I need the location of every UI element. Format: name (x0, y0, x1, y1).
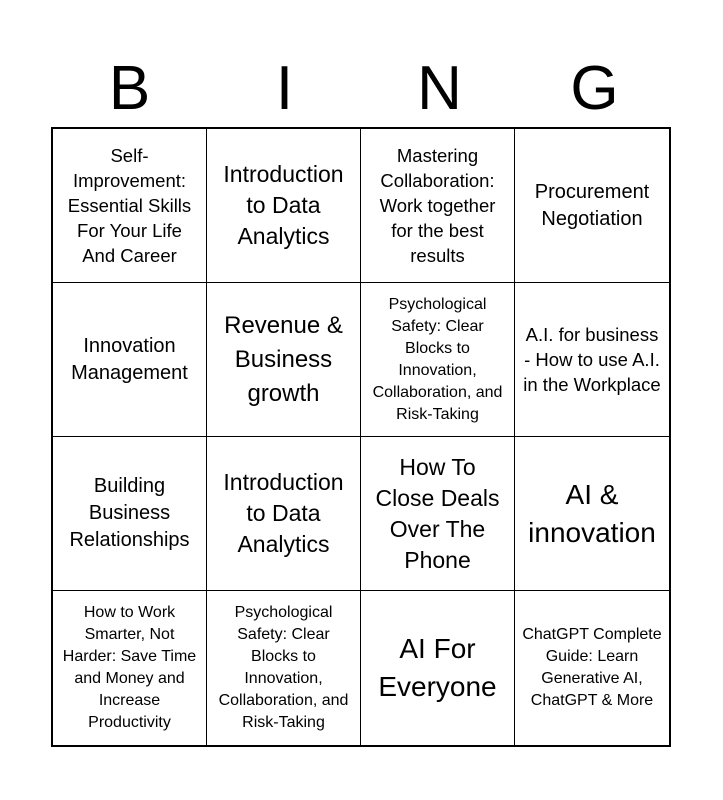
bingo-cell[interactable] (515, 437, 669, 591)
bingo-cell-text: Mastering Collaboration: Work together for the best results (379, 145, 496, 266)
bingo-cell[interactable] (361, 129, 515, 283)
bingo-cell-text: How to Work Smarter, Not Harder: Save Time and Money and Increase Productivity (62, 604, 197, 731)
bingo-cell[interactable] (207, 591, 361, 745)
bingo-cell-text: Psychological Safety: Clear Blocks to Innovation, Collaboration, and Risk-Taking (372, 295, 503, 423)
bingo-cell-text: Revenue & Business growth (224, 311, 343, 407)
bingo-cell[interactable] (207, 129, 361, 283)
bingo-cell[interactable] (53, 129, 207, 283)
header-letter-b: B (108, 54, 151, 123)
bingo-cell-text: Introduction to Data Analytics (223, 161, 344, 249)
bingo-cell[interactable] (361, 591, 515, 745)
bingo-cell-text: Building Business Relationships (69, 475, 190, 551)
bingo-cell-text: ChatGPT Complete Guide: Learn Generative AI, ChatGPT & More (522, 626, 662, 709)
bingo-cell[interactable] (515, 129, 669, 283)
bingo-cell[interactable] (53, 437, 207, 591)
bingo-cell[interactable] (515, 591, 669, 745)
bingo-cell-text: AI & innovation (528, 478, 656, 548)
header-letter-g: G (570, 54, 619, 123)
bingo-cell-text: A.I. for business - How to use A.I. in the Workplace (523, 324, 661, 395)
bingo-cell-text: AI For Everyone (378, 633, 497, 702)
header-letter-n: N (417, 54, 462, 123)
bingo-cell-text: Psychological Safety: Clear Blocks to Innovation, Collaboration, and Risk-Taking (218, 604, 349, 731)
bingo-cell[interactable] (361, 437, 515, 591)
bingo-cell[interactable] (207, 437, 361, 591)
bingo-cell[interactable] (53, 591, 207, 745)
bingo-cell-text: Procurement Negotiation (534, 180, 650, 230)
bingo-header (52, 50, 672, 128)
bingo-cell-text: Introduction to Data Analytics (223, 469, 344, 557)
bingo-board (51, 127, 671, 747)
bingo-cell[interactable] (361, 283, 515, 437)
bingo-cell[interactable] (515, 283, 669, 437)
bingo-cell-text: Self-Improvement: Essential Skills For Your Life And Career (67, 145, 192, 266)
bingo-cell-text: How To Close Deals Over The Phone (375, 453, 500, 573)
bingo-cell[interactable] (207, 283, 361, 437)
bingo-cell-text: Innovation Management (71, 334, 188, 384)
bingo-cell[interactable] (53, 283, 207, 437)
header-letter-i: I (275, 54, 294, 123)
